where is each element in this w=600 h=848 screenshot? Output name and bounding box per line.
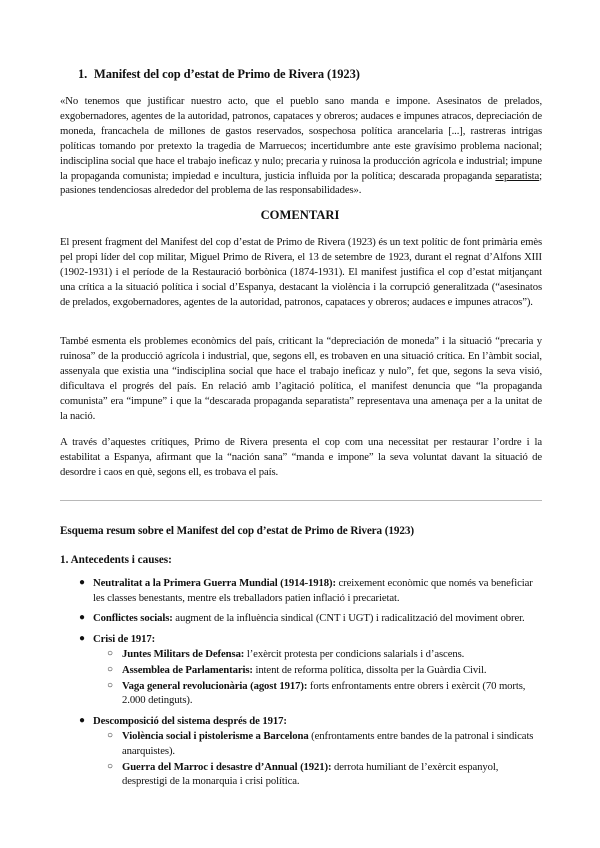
sub-item-text: l’exèrcit protesta per condicions salarials i d’ascens. bbox=[244, 648, 465, 661]
sub-item-bold: Violència social i pistolerisme a Barcelona bbox=[122, 730, 309, 743]
sub-list bbox=[93, 729, 542, 788]
commentary-paragraph-1: El present fragment del Manifest del cop d’estat de Primo de Rivera (1923) és un text polític de font primària emès pel propi líder del cop militar, Miguel Primo de Rivera, el 13 de setembre de 1923, durant el regnat d’Alfons XIII (1902-1931) i el període de la Restauració borbònica (1874-1931). El manifest justifica el cop d’estat mitjançant una crítica a la situació política i social d’Espanya, destacant la violència i la corrupció generalitzada (“asesinatos de prelados, exgobernadores, agentes de la autoridad, patronos, capataces y obreros; audaces e impunes atracos”). bbox=[60, 236, 542, 308]
outline-title: Esquema resum sobre el Manifest del cop d’estat de Primo de Rivera (1923) bbox=[60, 525, 414, 537]
quote-text: «No tenemos que justificar nuestro acto, que el pueblo sano manda e impone. Asesinatos de prelados, exgobernadores, agentes de la autoridad, patronos, capataces y obreros; audaces e impunes atracos, depreciación de moneda, francachela de millones de gastos reservados, sospechosa política arancelaria [...], rastreras intrigas políticas tomando por pretexto la tragedia de Marruecos; incertidumbre ante este gravísimo problema nacional; indisciplina social que hace el trabajo ineficaz y nulo; precaria y ruinosa la producción agrícola e industrial; impune la propaganda comunista; impiedad e incultura, justicia influida por la política; descarada propaganda bbox=[60, 95, 542, 182]
bullet-icon: ● bbox=[79, 632, 85, 644]
heading-number: 1. bbox=[78, 67, 88, 81]
sub-item-bold: Assemblea de Parlamentaris: bbox=[122, 663, 253, 676]
sub-list bbox=[93, 647, 542, 707]
circle-bullet-icon: ○ bbox=[107, 648, 113, 660]
sub-list-item bbox=[60, 760, 542, 789]
sub-item-bold: Vaga general revolucionària (agost 1917): bbox=[122, 679, 308, 692]
circle-bullet-icon: ○ bbox=[107, 679, 113, 691]
section-heading bbox=[78, 67, 360, 82]
list-item bbox=[60, 611, 542, 626]
list-item-text: augment de la influència sindical (CNT i UGT) i radicalització del moviment obrer. bbox=[172, 612, 525, 625]
sub-item-text: forts enfrontaments entre obrers i exèrcit (70 morts, 2.000 detinguts). bbox=[122, 679, 526, 707]
list-item-bold: Conflictes socials: bbox=[93, 612, 173, 625]
circle-bullet-icon: ○ bbox=[107, 760, 113, 772]
horizontal-divider bbox=[60, 500, 542, 501]
sub-item-text: intent de reforma política, dissolta per la Guàrdia Civil. bbox=[252, 663, 487, 676]
bullet-icon: ● bbox=[79, 612, 85, 624]
manifest-quote bbox=[60, 94, 542, 198]
outline-section-title: 1. Antecedents i causes: bbox=[60, 554, 172, 566]
circle-bullet-icon: ○ bbox=[107, 730, 113, 742]
list-item bbox=[60, 576, 542, 605]
list-item bbox=[60, 714, 542, 789]
commentary-paragraph-2: També esmenta els problemes econòmics del país, criticant la “depreciación de moneda” i la situació “precaria y ruinosa” de la producció agrícola i industrial, que, segons ell, es trobaven en una situació crítica. En l’àmbit social, assenyala que existia una “indisciplina social que hace el trabajo ineficaz y nulo”, fet que, segons la seva visió, dificultava el progrés del país. En relació amb l’agitació política, el manifest denuncia que “la propaganda comunista” era “impune” i que la “descarada propaganda separatista” representava una amenaça per a la unitat de la nació. bbox=[60, 335, 542, 422]
list-item-bold: Descomposició del sistema després de 1917: bbox=[93, 714, 287, 727]
circle-bullet-icon: ○ bbox=[107, 663, 113, 675]
commentary-paragraph-3: A través d’aquestes crítiques, Primo de Rivera presenta el cop com una necessitat per restaurar l’ordre i la estabilitat a Espanya, afirmant que la “nación sana” “manda e impone” la seva voluntat davant la situació de desordre i caos en què, segons ell, es trobava el país. bbox=[60, 436, 542, 478]
list-item-bold: Crisi de 1917: bbox=[93, 632, 156, 645]
sub-item-text: (enfrontaments entre bandes de la patronal i sindicats anarquistes). bbox=[122, 730, 534, 757]
sub-list-item bbox=[60, 679, 542, 708]
heading-title: Manifest del cop d’estat de Primo de Rivera (1923) bbox=[94, 67, 360, 81]
list-item-bold: Neutralitat a la Primera Guerra Mundial (1914-1918): bbox=[93, 577, 336, 589]
bullet-icon: ● bbox=[79, 577, 85, 588]
list-item bbox=[60, 632, 542, 708]
quote-text-end: ; pasiones tendenciosas alrededor del problema de las responsabilidades». bbox=[60, 169, 542, 197]
bullet-icon: ● bbox=[79, 714, 85, 726]
sub-item-bold: Juntes Militars de Defensa: bbox=[122, 648, 245, 661]
sub-item-bold: Guerra del Marroc i desastre d’Annual (1921): bbox=[122, 760, 332, 773]
sub-list-item bbox=[60, 647, 542, 662]
commentary-title: COMENTARI bbox=[260, 208, 340, 222]
sub-list-item bbox=[60, 663, 542, 678]
outline-list bbox=[60, 576, 542, 795]
quote-link-word[interactable]: separatista bbox=[495, 169, 540, 182]
list-item-text: creixement econòmic que només va beneficiar les classes benestants, mentre els treballadors patien inflació i precarietat. bbox=[93, 577, 533, 604]
sub-list-item bbox=[60, 729, 542, 758]
sub-item-text: derrota humiliant de l’exèrcit espanyol, desprestigi de la monarquia i crisi política. bbox=[122, 760, 499, 788]
